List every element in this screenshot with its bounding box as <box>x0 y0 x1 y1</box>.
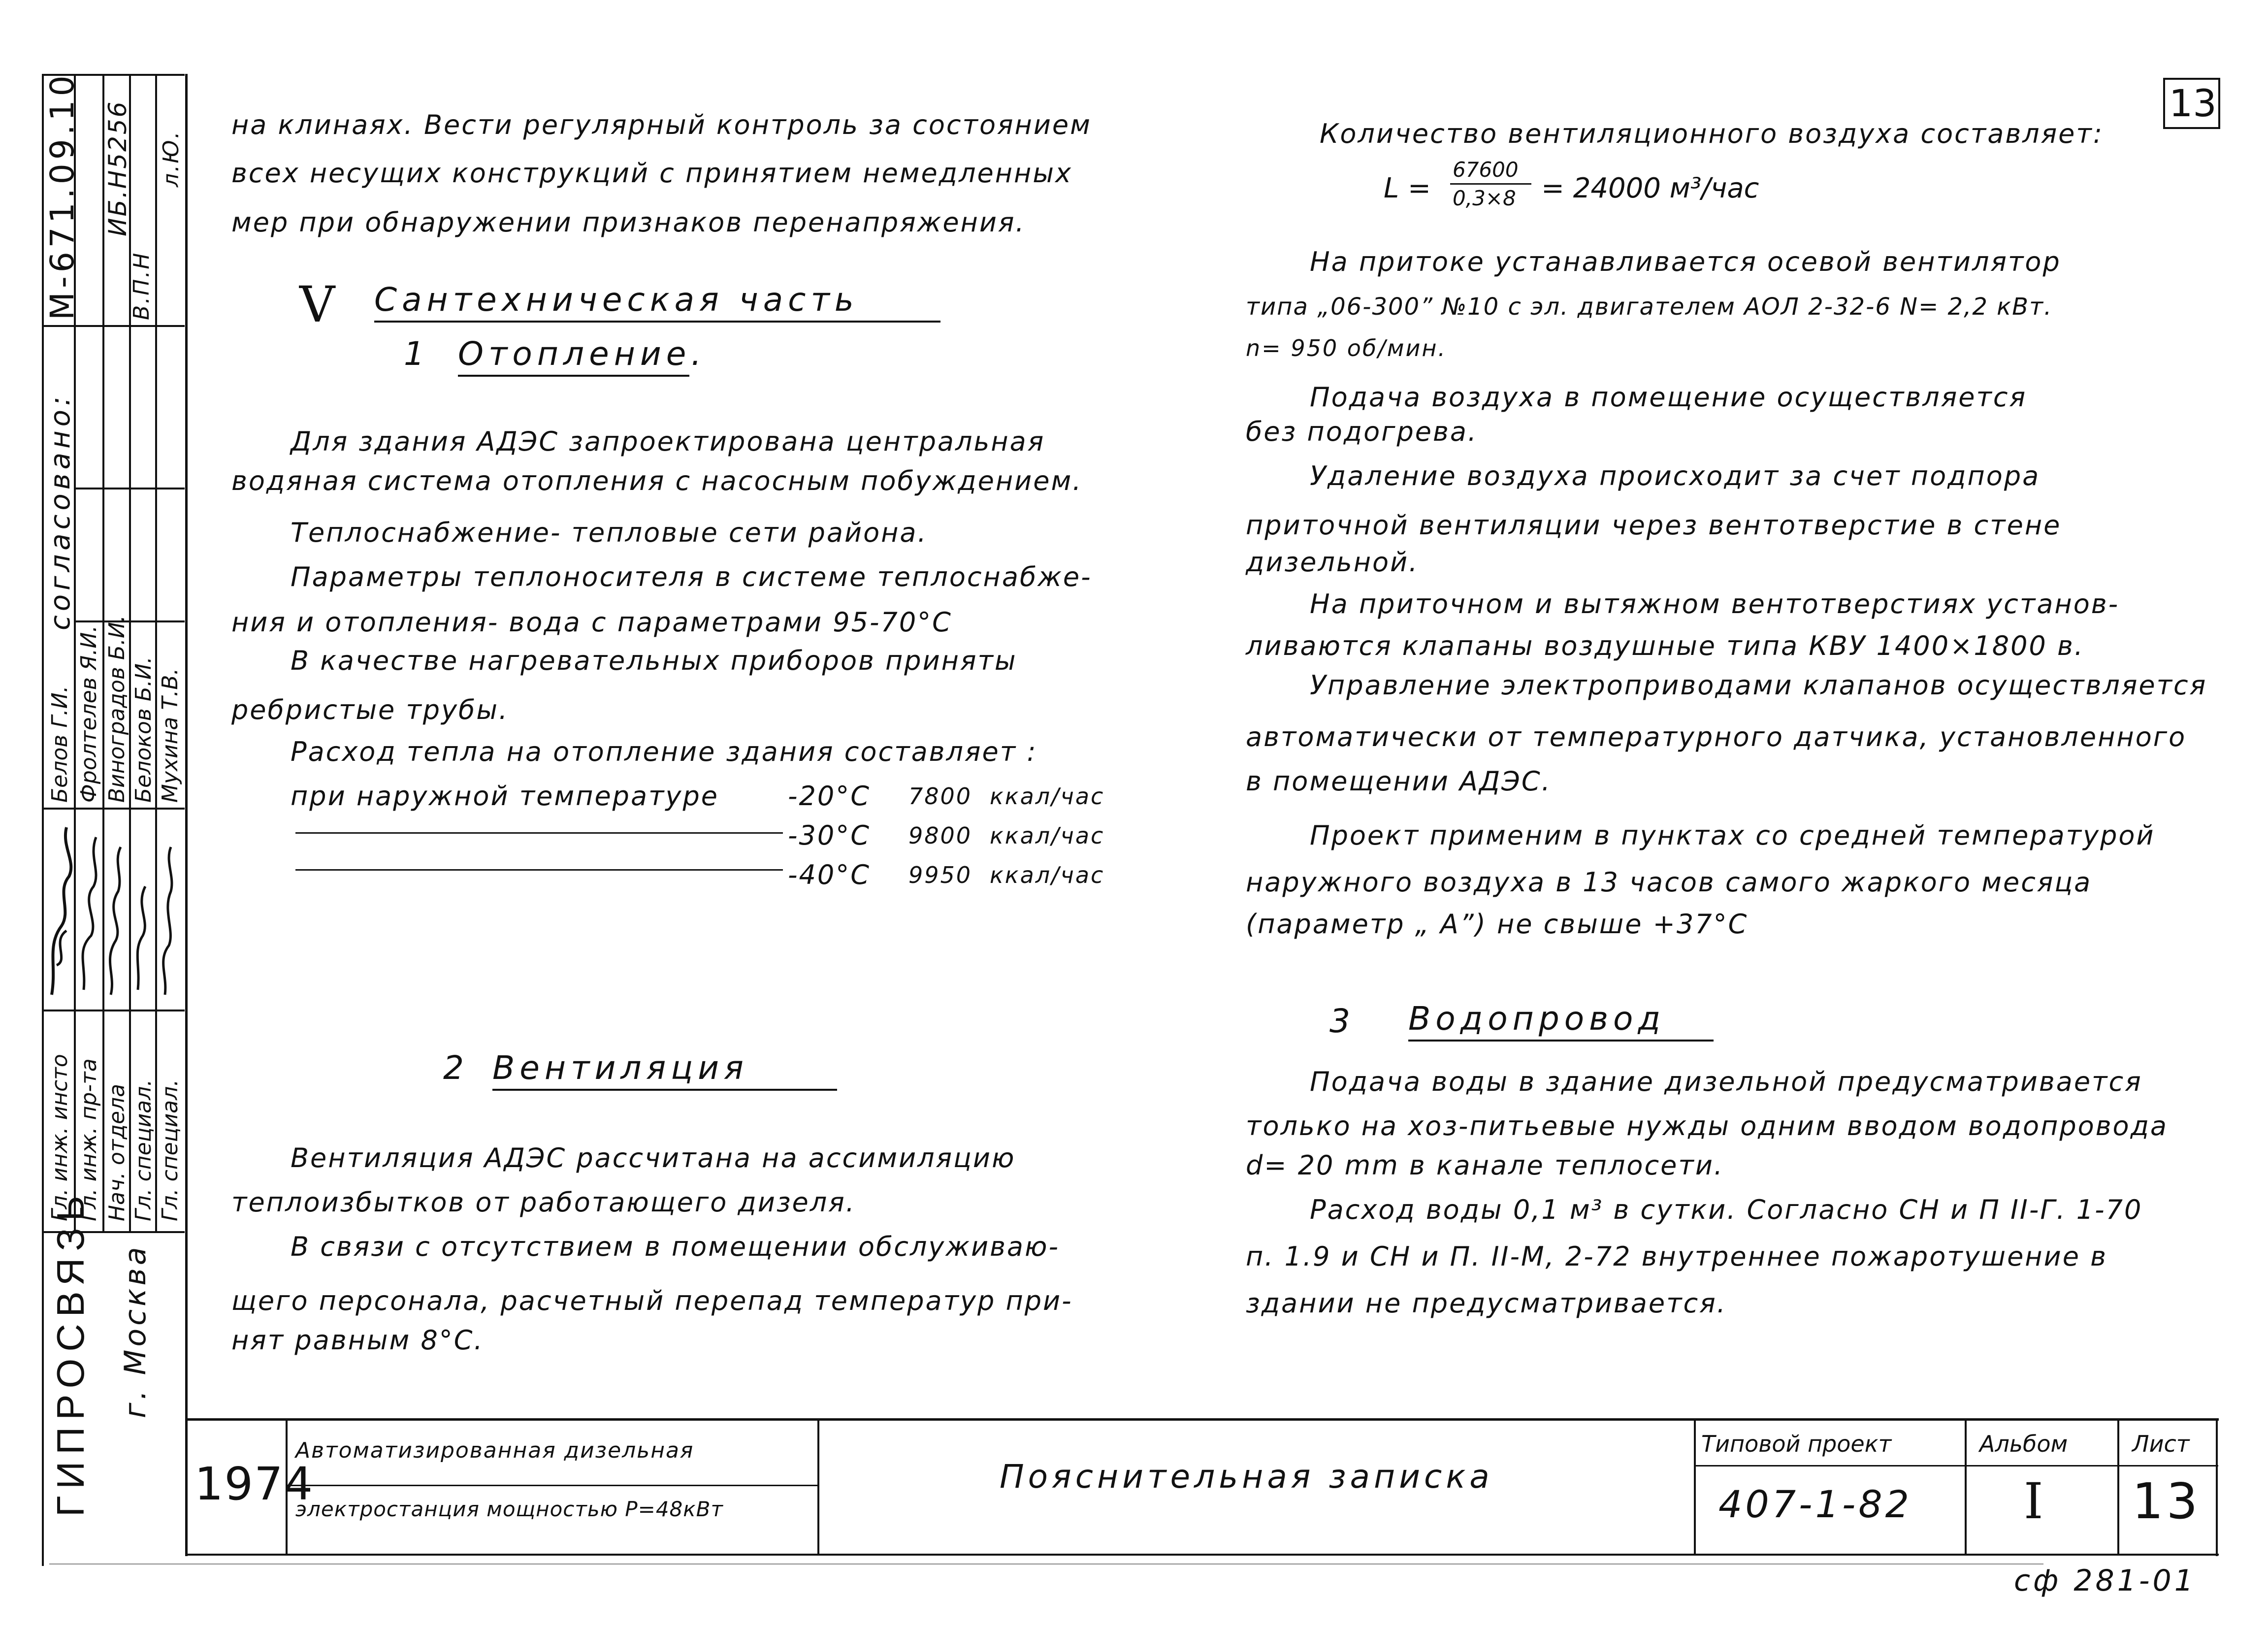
tb-typical-value: 407-1-82 <box>1718 1482 1912 1526</box>
strip-hline-5 <box>42 1010 185 1011</box>
formula-num: 67600 <box>1453 158 1519 182</box>
doc-code: М-671.09.10 <box>43 71 81 320</box>
strip-divider-4 <box>155 74 157 1231</box>
strip-hline-4 <box>42 808 185 810</box>
role-1: Гл. инж. инсто <box>47 1054 72 1221</box>
heating-line-1: Для здания АДЭС запроектирована центральная <box>291 426 1045 457</box>
right-line-7: приточной вентиляции через вентотверстие в стене <box>1246 510 2062 541</box>
heat-row-3-dash <box>295 869 783 871</box>
right-line-9: На приточном и вытяжном вентотверстиях установ- <box>1310 588 2120 619</box>
frame-right-line <box>2216 1418 2218 1556</box>
strip-hline-2 <box>74 488 185 489</box>
name-4: Белоков Б.И. <box>131 656 156 803</box>
strip-hline-1 <box>42 325 185 327</box>
right-line-3: n= 950 об/мин. <box>1246 335 1447 361</box>
heating-line-3: Теплоснабжение- тепловые сети района. <box>291 517 928 548</box>
water-line-4: Расход воды 0,1 м³ в сутки. Согласно СН и П II-Г. 1-70 <box>1310 1194 2143 1225</box>
inv-code: ИБ.Н5256 <box>103 100 132 236</box>
sub1-num: 1 <box>404 335 429 373</box>
frame-bottom-line <box>185 1418 2219 1421</box>
formula-lhs: L = <box>1384 172 1431 204</box>
heat-row-2-temp: -30°С <box>788 820 871 851</box>
frame-left-line <box>185 74 188 1556</box>
approved-label: согласовано: <box>44 392 76 630</box>
tb-div-2 <box>817 1418 819 1554</box>
bottom-code: сф 281-01 <box>2014 1564 2196 1598</box>
heating-line-6: В качестве нагревательных приборов приняты <box>291 645 1017 676</box>
heat-row-3-unit: ккал/час <box>990 862 1105 888</box>
tb-project-name-2: электростанция мощностью Р=48кВт <box>295 1497 723 1521</box>
section-title: Сантехническая часть <box>374 281 940 323</box>
lu-label: л.Ю. <box>159 130 184 187</box>
name-1: Белов Г.И. <box>47 685 72 803</box>
formula-bar <box>1450 183 1531 185</box>
vent-line-2: теплоизбытков от работающего дизеля. <box>231 1187 856 1218</box>
heating-line-5: ния и отопления- вода с параметрами 95-70°С <box>231 607 952 638</box>
sub2-num: 2 <box>443 1049 469 1087</box>
heat-row-3-temp: -40°С <box>788 859 871 890</box>
right-line-8: дизельной. <box>1246 547 1419 578</box>
vent-line-1: Вентиляция АДЭС рассчитана на ассимиляцию <box>291 1142 1016 1173</box>
signatures <box>42 817 185 1005</box>
right-line-4: Подача воздуха в помещение осуществляется <box>1310 382 2027 413</box>
intro-line-2: всех несущих конструкций с принятием немедленных <box>231 158 1072 189</box>
right-line-1: На притоке устанавливается осевой вентилятор <box>1310 246 2061 277</box>
heat-row-3-value: 9950 <box>908 862 972 888</box>
right-line-16: (параметр „ А”) не свыше +37°С <box>1246 909 1749 940</box>
city-name: г. Москва <box>118 1244 153 1418</box>
tb-div-4 <box>1965 1418 1967 1554</box>
heat-row-1-value: 7800 <box>908 783 972 810</box>
tb-div-5 <box>2117 1418 2119 1554</box>
right-line-10: ливаются клапаны воздушные типа КВУ 1400×1800 в. <box>1246 630 2084 661</box>
right-line-5: без подогрева. <box>1246 416 1478 447</box>
frame-left-bottom-line <box>185 1554 2219 1556</box>
heating-line-4: Параметры теплоносителя в системе теплоснабже- <box>291 561 1092 592</box>
heat-row-1-label: при наружной температуре <box>291 781 719 812</box>
tb-div-3 <box>1694 1418 1696 1554</box>
heat-row-2-unit: ккал/час <box>990 822 1105 849</box>
heating-line-8: Расход тепла на отопление здания составляет : <box>291 736 1037 767</box>
right-line-13: в помещении АДЭС. <box>1246 766 1552 797</box>
water-line-2: только на хоз-питьевые нужды одним вводом водопровода <box>1246 1110 2168 1141</box>
pl-label: В.П.Н <box>129 251 154 320</box>
tb-album-label: Альбом <box>1979 1431 2068 1457</box>
right-line-11: Управление электроприводами клапанов осуществляется <box>1310 670 2207 701</box>
intro-line-1: на клинаях. Вести регулярный контроль за состоянием <box>231 109 1092 140</box>
water-line-6: здании не предусматривается. <box>1246 1288 1727 1319</box>
role-2: Гл. инж. пр-та <box>76 1058 101 1221</box>
name-2: Фролтелев Я.И. <box>76 625 101 803</box>
right-line-2: типа „06-300” №10 с эл. двигателем АОЛ 2-32-6 N= 2,2 кВт. <box>1246 293 2053 321</box>
tb-sheet-label: Лист <box>2132 1431 2190 1457</box>
heat-row-1-unit: ккал/час <box>990 783 1105 810</box>
sub1-title: Отопление. <box>458 335 689 377</box>
tb-year: 1974 <box>194 1458 314 1510</box>
tb-hline-1 <box>286 1485 817 1486</box>
sub3-title: Водопровод <box>1408 1000 1714 1042</box>
water-line-1: Подача воды в здание дизельной предусматривается <box>1310 1066 2142 1097</box>
tb-album-value: I <box>2024 1472 2043 1530</box>
tb-sheet-value: 13 <box>2132 1472 2201 1530</box>
air-line: Количество вентиляционного воздуха составляет: <box>1320 118 2104 149</box>
vent-line-4: щего персонала, расчетный перепад температур при- <box>231 1285 1073 1316</box>
heat-row-2-dash <box>295 832 783 834</box>
role-5: Гл. специал. <box>158 1079 183 1221</box>
org-name: ГИПРОСВЯЗЬ <box>49 1189 92 1517</box>
tb-typical-label: Типовой проект <box>1701 1431 1892 1457</box>
section-numeral: V <box>299 276 335 333</box>
sheet-number: 13 <box>2169 81 2217 125</box>
intro-line-3: мер при обнаружении признаков перенапряжения. <box>231 207 1026 238</box>
formula-den: 0,3×8 <box>1453 186 1516 210</box>
tb-doc-title: Пояснительная записка <box>1000 1458 1493 1496</box>
right-line-15: наружного воздуха в 13 часов самого жаркого месяца <box>1246 867 2092 898</box>
formula-rhs: = 24000 м³/час <box>1541 172 1759 204</box>
vent-line-3: В связи с отсутствием в помещении обслуживаю- <box>291 1231 1060 1262</box>
tb-project-name-1: Автоматизированная дизельная <box>295 1438 694 1463</box>
sub2-title: Вентиляция <box>492 1049 837 1091</box>
water-line-5: п. 1.9 и СН и П. II-М, 2-72 внутреннее пожаротушение в <box>1246 1241 2107 1272</box>
heat-row-1-temp: -20°С <box>788 781 871 812</box>
sub3-num: 3 <box>1329 1002 1355 1040</box>
right-line-12: автоматически от температурного датчика, установленного <box>1246 721 2187 752</box>
role-3: Нач. отдела <box>104 1083 130 1221</box>
heating-line-7: ребристые трубы. <box>231 694 509 725</box>
heat-row-2-value: 9800 <box>908 822 972 849</box>
water-line-3: d= 20 mm в канале теплосети. <box>1246 1150 1724 1181</box>
role-4: Гл. специал. <box>131 1079 156 1221</box>
vent-line-5: нят равным 8°С. <box>231 1325 484 1356</box>
right-line-6: Удаление воздуха происходит за счет подпора <box>1310 460 2041 491</box>
name-3: Виноградов Б.И. <box>104 615 130 803</box>
heating-line-2: водяная система отопления с насосным побуждением. <box>231 465 1083 496</box>
right-line-14: Проект применим в пунктах со средней температурой <box>1310 820 2155 851</box>
name-5: Мухина Т.В. <box>158 668 183 803</box>
tb-hline-2 <box>1694 1465 2218 1466</box>
